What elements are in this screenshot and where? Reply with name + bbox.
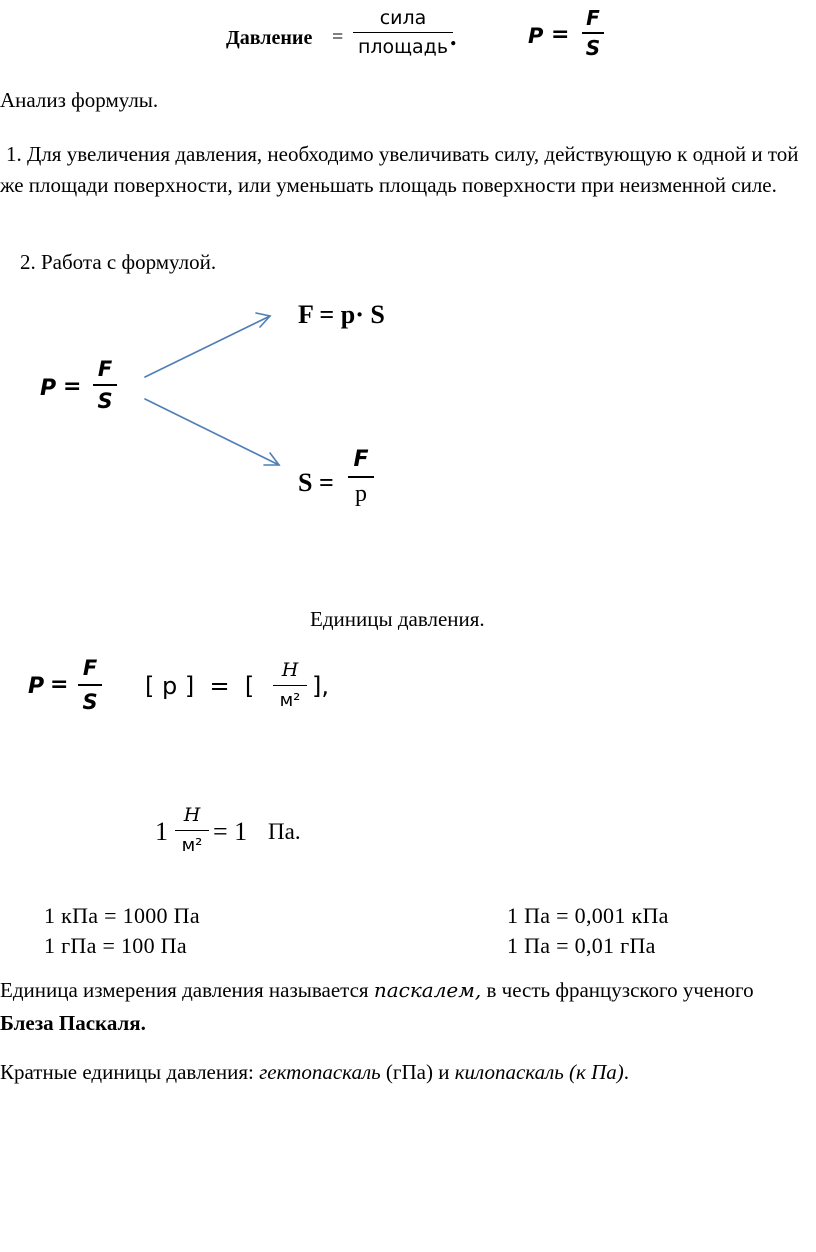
formula-s: S — [585, 36, 601, 60]
diagram-bottom-f: F — [353, 447, 369, 472]
multiples-text-1: Кратные единицы давления: — [0, 1060, 260, 1084]
formula-eq: = — [551, 22, 570, 47]
formula-f: F — [586, 6, 600, 30]
diagram-top-formula: F = p· S — [298, 300, 385, 329]
diagram-bottom-formula — [298, 444, 378, 518]
diagram-f: F — [97, 357, 113, 381]
multiples-text-3: . — [623, 1060, 630, 1084]
pascal-fraction — [175, 800, 209, 861]
units-bracket-formula — [145, 655, 345, 723]
pascal-name: Блеза Паскаля. — [0, 1011, 146, 1035]
multiples-text-2: (гПа) и — [380, 1060, 455, 1084]
equals-sign: = — [332, 26, 344, 48]
analysis-point-2: 2. Работа с формулой. — [20, 250, 217, 274]
pressure-label: Давление — [226, 27, 313, 49]
header-symbol-formula — [528, 4, 618, 70]
units-sq-meter: м² — [279, 690, 301, 711]
diagram-bottom-p: p — [355, 481, 367, 507]
multiples-paragraph — [0, 1057, 800, 1088]
conversion-left-2: 1 гПа = 100 Па — [44, 933, 187, 958]
units-bracket-left: [ p ] = [ — [145, 672, 255, 700]
units-bracket-right: ], — [312, 672, 329, 700]
units-fraction — [78, 652, 102, 718]
diagram-s: S — [97, 389, 113, 413]
pascal-sq-meter: м² — [181, 835, 203, 856]
pascal-unit: Па. — [268, 819, 301, 844]
diagram-fraction — [93, 354, 117, 416]
force-word: сила — [379, 7, 427, 29]
units-symbol-formula — [28, 652, 118, 724]
multiples-hecto: гектопаскаль — [259, 1060, 381, 1084]
diagram-bottom-lhs: S = — [298, 468, 334, 497]
pascal-newton: Н — [183, 804, 201, 826]
diagram-p: P — [40, 376, 57, 401]
pascal-text-1: Единица измерения давления называется — [0, 978, 374, 1002]
pascal-definition — [155, 800, 355, 868]
units-eq: = — [50, 672, 69, 697]
units-newton-fraction — [273, 655, 307, 716]
analysis-title: Анализ формулы. — [0, 88, 159, 112]
analysis-point-1: 1. Для увеличения давления, необходимо увеличивать силу, действующую к одной и той же площади поверхности, или уменьшать площадь поверхности при неизменной силе. — [0, 142, 799, 197]
pascal-text-2: в честь французского ученого — [481, 978, 754, 1002]
conversion-right-1: 1 Па = 0,001 кПа — [507, 903, 669, 928]
arrow-to-bottom — [145, 399, 279, 465]
conversion-right-2: 1 Па = 0,01 гПа — [507, 933, 656, 958]
multiples-kilo: килопаскаль (к Па) — [454, 1060, 624, 1084]
header-dot: . — [450, 22, 457, 51]
formula-p: P — [528, 24, 544, 48]
units-s: S — [82, 690, 98, 714]
pascal-paragraph — [0, 974, 790, 1040]
area-word: площадь — [357, 36, 449, 58]
diagram-eq: = — [63, 374, 82, 399]
pascal-one: 1 — [155, 817, 168, 846]
force-area-fraction — [353, 4, 453, 61]
conversion-left-1: 1 кПа = 1000 Па — [44, 903, 200, 928]
formula-fraction — [582, 4, 604, 62]
pascal-word: паскалем, — [373, 978, 482, 1002]
units-f: F — [82, 656, 98, 680]
diagram-bottom-fraction — [348, 444, 374, 510]
pascal-rhs: = 1 — [213, 817, 248, 846]
arrow-head-bottom — [264, 453, 279, 465]
units-newton: Н — [281, 659, 299, 681]
arrow-head-top — [256, 313, 270, 327]
units-p: P — [28, 674, 45, 699]
diagram-source-formula — [40, 354, 130, 422]
units-title: Единицы давления. — [310, 607, 485, 631]
arrow-to-top — [145, 316, 270, 377]
